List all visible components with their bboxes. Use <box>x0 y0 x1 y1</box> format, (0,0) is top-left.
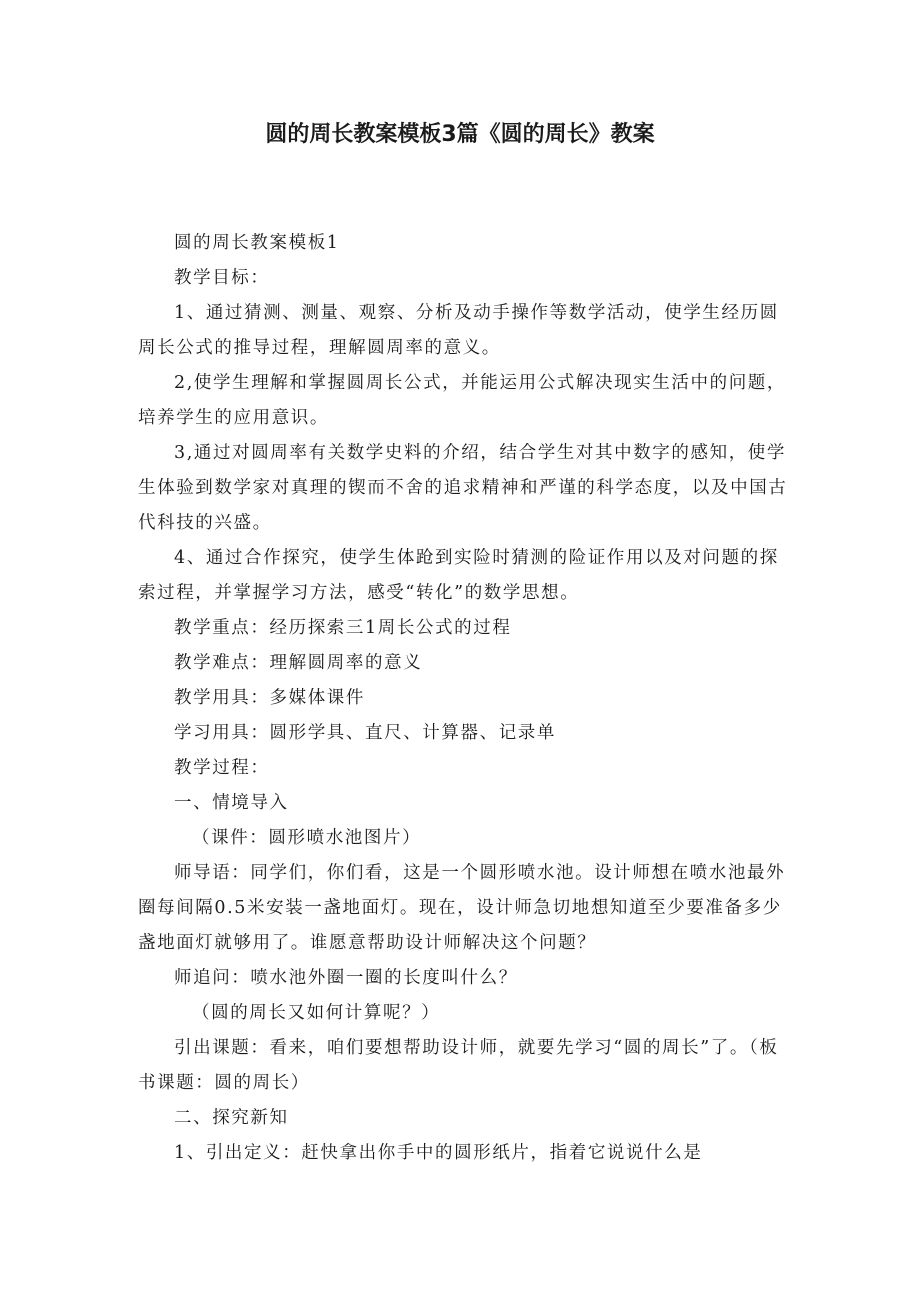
paragraph: 1、引出定义：赶快拿出你手中的圆形纸片，指着它说说什么是 <box>174 1143 703 1163</box>
paragraph: （课件：圆形喷水池图片） <box>192 828 422 848</box>
paragraph: （圆的周长又如何计算呢？） <box>192 1003 441 1023</box>
paragraph: 师导语：同学们，你们看，这是一个圆形喷水池。设计师想在喷水池最外圈每间隔0.5米安装一盏地面灯。现在，设计师急切地想知道至少要准备多少盏地面灯就够用了。谁愿意帮助设计师解决这个问题？ <box>138 863 786 953</box>
section-heading: 圆的周长教案模板1 <box>174 233 340 253</box>
paragraph: 1、通过猜测、测量、观察、分析及动手操作等数学活动，使学生经历圆周长公式的推导过程，理解圆周率的意义。 <box>138 303 779 358</box>
paragraph: 教学目标： <box>174 268 270 288</box>
paragraph: 4、通过合作探究，使学生体跄到实险时猜测的险证作用以及对问题的探索过程，并掌握学习方法，感受“转化”的数学思想。 <box>138 548 779 603</box>
document-title: 圆的周长教案模板3篇《圆的周长》教案 <box>265 122 655 147</box>
paragraph: 教学重点：经历探索三1周长公式的过程 <box>174 618 512 638</box>
paragraph: 教学过程： <box>174 758 270 778</box>
paragraph: 教学用具：多媒体课件 <box>174 688 365 708</box>
paragraph: 2,使学生理解和掌握圆周长公式，并能运用公式解决现实生活中的问题，培养学生的应用意识。 <box>138 373 786 428</box>
section-heading: 一、情境导入 <box>174 793 289 813</box>
paragraph: 3,通过对圆周率有关数学史料的介绍，结合学生对其中数字的感知，使学生体验到数学家对真理的锲而不舍的追求精神和严谨的科学态度，以及中国古代科技的兴盛。 <box>138 443 788 533</box>
paragraph: 教学难点：理解圆周率的意义 <box>174 653 423 673</box>
paragraph: 引出课题：看来，咱们要想帮助设计师，就要先学习“圆的周长”了。（板书课题：圆的周长） <box>138 1038 779 1093</box>
section-heading: 二、探究新知 <box>174 1108 289 1128</box>
paragraph: 师追问：喷水池外圈一圈的长度叫什么？ <box>174 968 518 988</box>
paragraph: 学习用具：圆形学具、直尺、计算器、记录单 <box>174 723 556 743</box>
document-body <box>138 226 796 1171</box>
